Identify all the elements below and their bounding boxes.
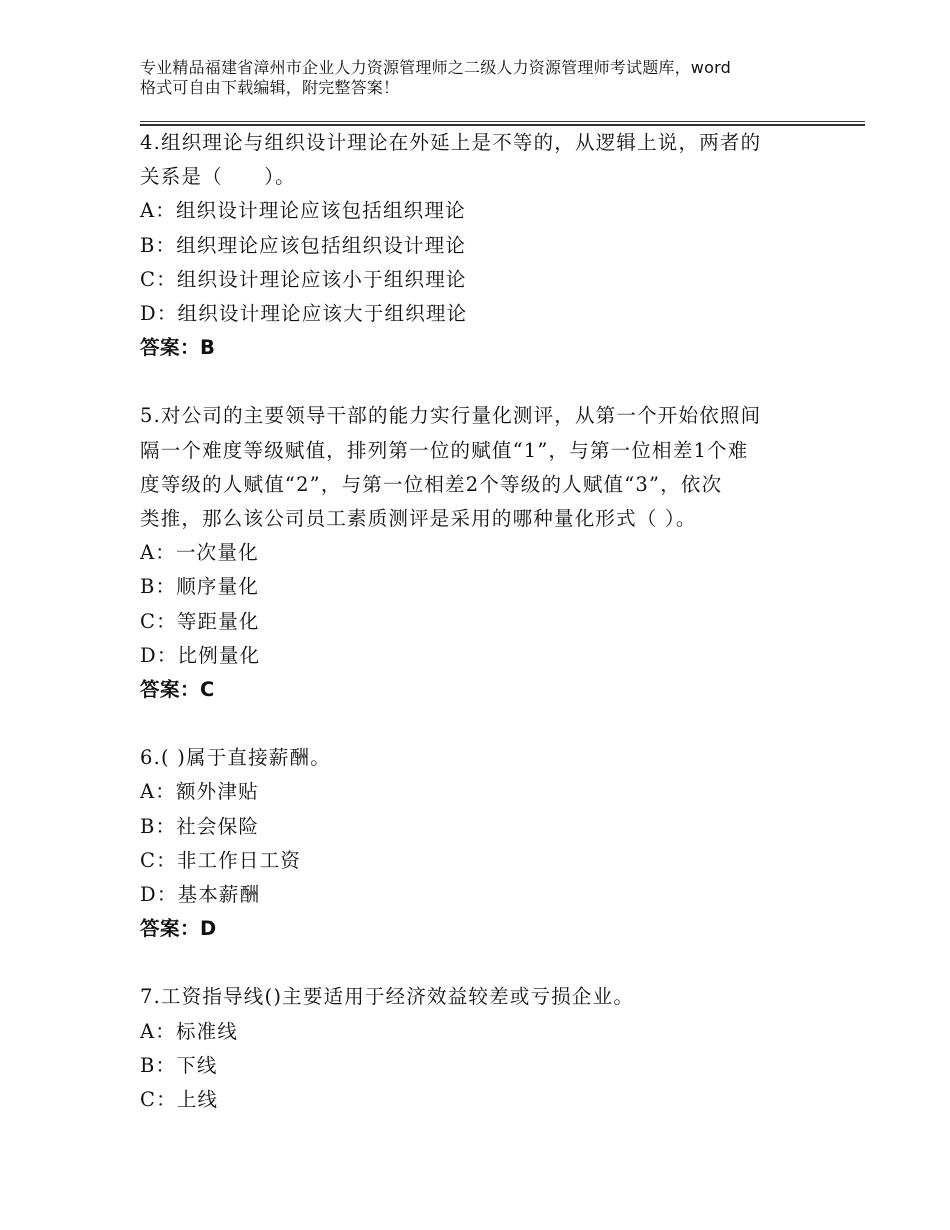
question-stem-line: 5.对公司的主要领导干部的能力实行量化测评，从第一个开始依照间 [140, 404, 762, 428]
question-7 [140, 980, 820, 1117]
question-stem-line: 类推，那么该公司员工素质测评是采用的哪种量化形式（ ）。 [140, 507, 697, 531]
option-b: B：顺序量化 [140, 575, 260, 599]
question-spacer [140, 365, 820, 399]
answer-label: 答案：C [140, 678, 215, 702]
document-header [140, 58, 820, 98]
option-c: C：非工作日工资 [140, 848, 302, 872]
option-b: B：组织理论应该包括组织设计理论 [140, 233, 467, 257]
question-stem-line: 关系是（ ）。 [140, 165, 296, 189]
question-stem-line: 7.工资指导线()主要适用于经济效益较差或亏损企业。 [140, 985, 635, 1009]
question-spacer [140, 946, 820, 980]
option-b: B：社会保险 [140, 814, 260, 838]
option-d: D：组织设计理论应该大于组织理论 [140, 302, 468, 326]
header-divider-thin [140, 121, 865, 122]
option-a: A：组织设计理论应该包括组织理论 [140, 199, 466, 223]
header-line-1: 专业精品福建省漳州市企业人力资源管理师之二级人力资源管理师考试题库，word [140, 58, 731, 77]
option-c: C：等距量化 [140, 609, 260, 633]
question-list [140, 126, 820, 1117]
option-a: A：标准线 [140, 1019, 239, 1043]
question-stem-line: 度等级的人赋值“2”，与第一位相差2个等级的人赋值“3”，依次 [140, 472, 723, 496]
option-a: A：一次量化 [140, 541, 259, 565]
option-d: D：基本薪酬 [140, 883, 261, 907]
question-stem-line: 6.( )属于直接薪酬。 [140, 746, 331, 770]
option-a: A：额外津贴 [140, 780, 259, 804]
question-5 [140, 399, 820, 707]
question-stem-line: 隔一个难度等级赋值，排列第一位的赋值“1”，与第一位相差1个难 [140, 438, 749, 462]
header-line-2: 格式可自由下载编辑，附完整答案！ [140, 78, 400, 97]
answer-label: 答案：D [140, 917, 217, 941]
question-stem-line: 4.组织理论与组织设计理论在外延上是不等的，从逻辑上说，两者的 [140, 131, 762, 154]
question-spacer [140, 707, 820, 741]
option-b: B：下线 [140, 1053, 218, 1077]
question-4 [140, 126, 820, 365]
option-c: C：组织设计理论应该小于组织理论 [140, 267, 467, 291]
option-d: D：比例量化 [140, 643, 261, 667]
option-c: C：上线 [140, 1088, 219, 1112]
question-6 [140, 741, 820, 946]
answer-label: 答案：B [140, 336, 216, 360]
